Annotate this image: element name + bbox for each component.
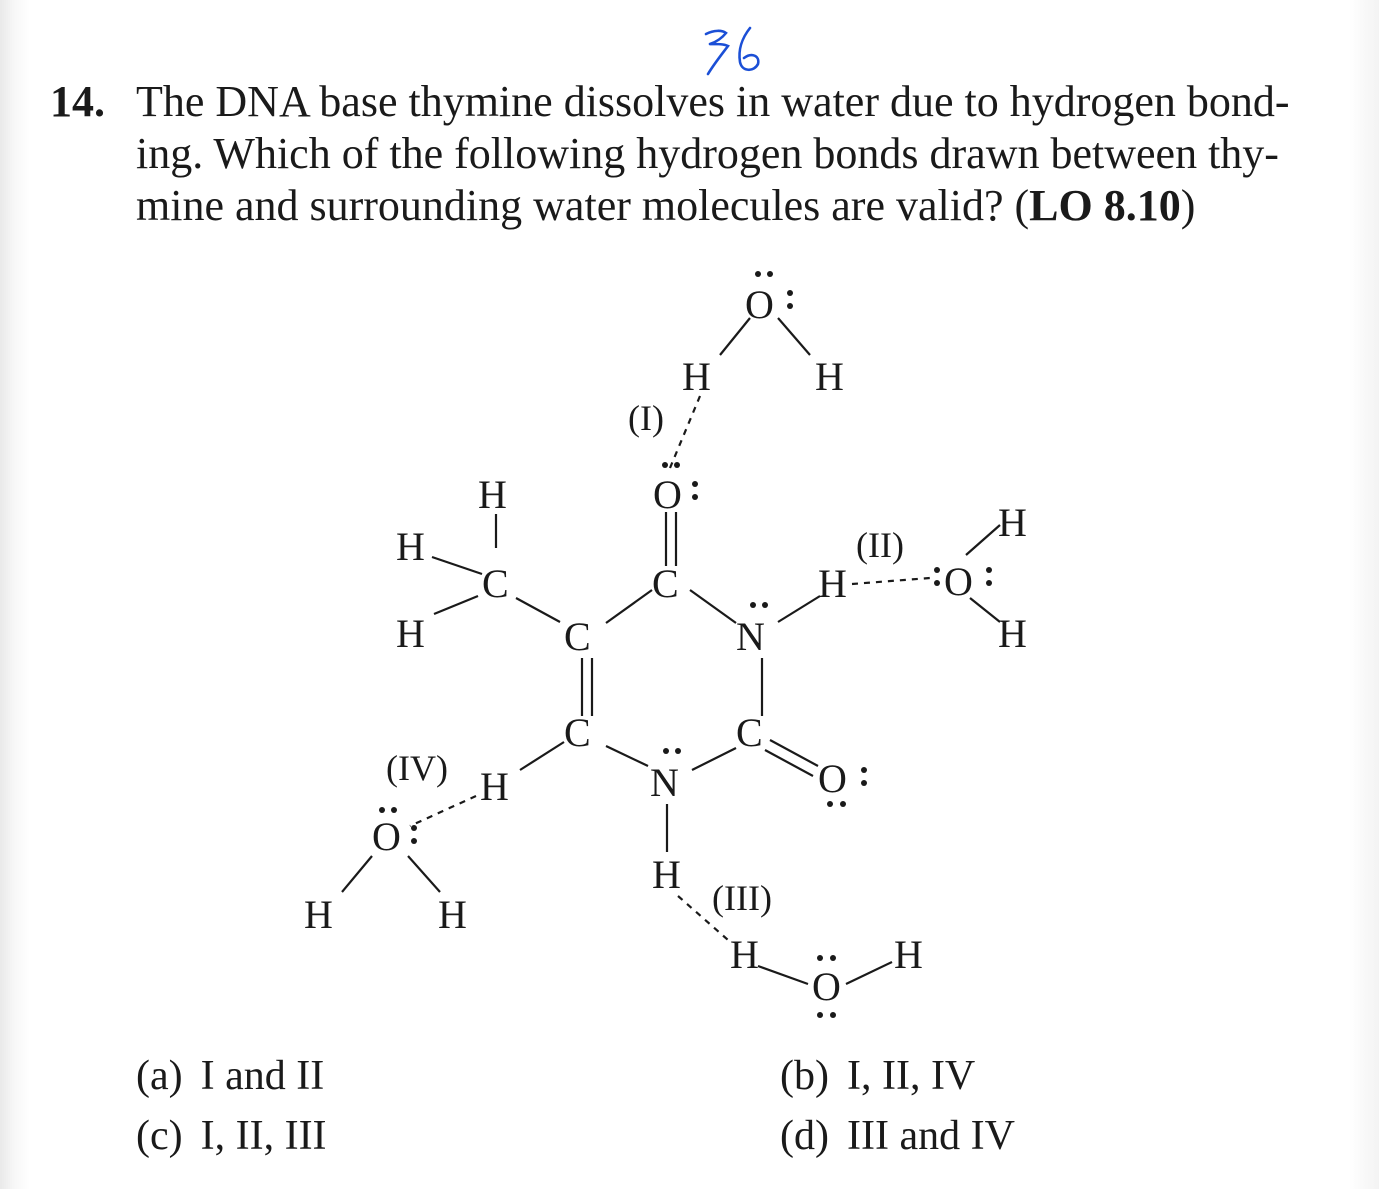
atom-h-ch-lower: H — [480, 764, 509, 809]
hydrogen-bond-iv — [410, 796, 476, 826]
atom-h-water-right-top: H — [998, 500, 1027, 545]
atom-h-water-right-bottom: H — [998, 611, 1027, 656]
atom-h-water-top-right: H — [815, 354, 844, 399]
water-molecule-right — [934, 500, 1027, 656]
label-bond-iii: (III) — [712, 878, 772, 918]
atom-c-ring-top: C — [652, 561, 679, 606]
atom-c-ring-lower-left: C — [564, 710, 591, 755]
hydrogen-bond-ii — [852, 578, 930, 584]
atom-n-ring-upper-right: N — [736, 614, 765, 659]
label-bond-i: (I) — [628, 398, 664, 438]
atom-c-methyl: C — [482, 561, 509, 606]
question-line-1: The DNA base thymine dissolves in water due to hydrogen bond- — [136, 77, 1290, 126]
answer-column-right — [780, 1046, 1015, 1166]
water-molecule-left — [304, 807, 467, 937]
atom-h-water-top-left: H — [682, 354, 711, 399]
atom-h-water-bottom-right: H — [894, 932, 923, 977]
atom-h-methyl-bottom: H — [396, 611, 425, 656]
answer-option-a[interactable]: (a) I and II — [136, 1053, 325, 1099]
water-molecule-bottom — [730, 932, 923, 1018]
learning-objective: LO 8.10 — [1029, 181, 1181, 230]
atom-h-nh-upper: H — [818, 561, 847, 606]
atom-o-water-bottom: O — [812, 964, 841, 1009]
atom-o-carbonyl-top: O — [653, 472, 682, 517]
label-bond-ii: (II) — [856, 525, 904, 565]
answer-column-left — [136, 1046, 327, 1166]
carbonyl-oxygen-bottom — [765, 740, 867, 807]
hydrogen-bond-i — [670, 396, 700, 468]
water-molecule-top — [682, 271, 844, 399]
question-line-3: mine and surrounding water molecules are valid? (LO 8.10) — [136, 181, 1196, 230]
label-bond-iv: (IV) — [386, 748, 448, 788]
atom-n-ring-bottom: N — [650, 760, 679, 805]
thymine-ring — [564, 561, 768, 897]
atom-h-water-bottom-left: H — [730, 932, 759, 977]
carbonyl-oxygen-top — [653, 462, 698, 566]
atom-h-water-left-left: H — [304, 892, 333, 937]
atom-o-water-right: O — [944, 559, 973, 604]
answer-option-d[interactable]: (d) III and IV — [780, 1113, 1015, 1159]
atom-o-water-top: O — [745, 282, 774, 327]
atom-h-water-left-right: H — [438, 892, 467, 937]
ch-lower-left — [480, 742, 564, 809]
atom-o-carbonyl-bottom: O — [818, 756, 847, 801]
atom-o-water-left: O — [372, 814, 401, 859]
atom-h-ring-n-bottom: H — [652, 852, 681, 897]
question-number: 14. — [50, 77, 105, 126]
answer-option-b[interactable]: (b) I, II, IV — [780, 1053, 976, 1099]
atom-h-methyl-left: H — [396, 524, 425, 569]
atom-h-methyl-top: H — [478, 472, 507, 517]
methyl-group — [396, 472, 560, 656]
atom-c-ring-upper-left: C — [564, 614, 591, 659]
atom-c-ring-lower-right: C — [736, 710, 763, 755]
question-line-2: ing. Which of the following hydrogen bonds drawn between thy- — [136, 129, 1279, 178]
answer-option-c[interactable]: (c) I, II, III — [136, 1113, 327, 1159]
nh-upper-right — [778, 561, 847, 622]
